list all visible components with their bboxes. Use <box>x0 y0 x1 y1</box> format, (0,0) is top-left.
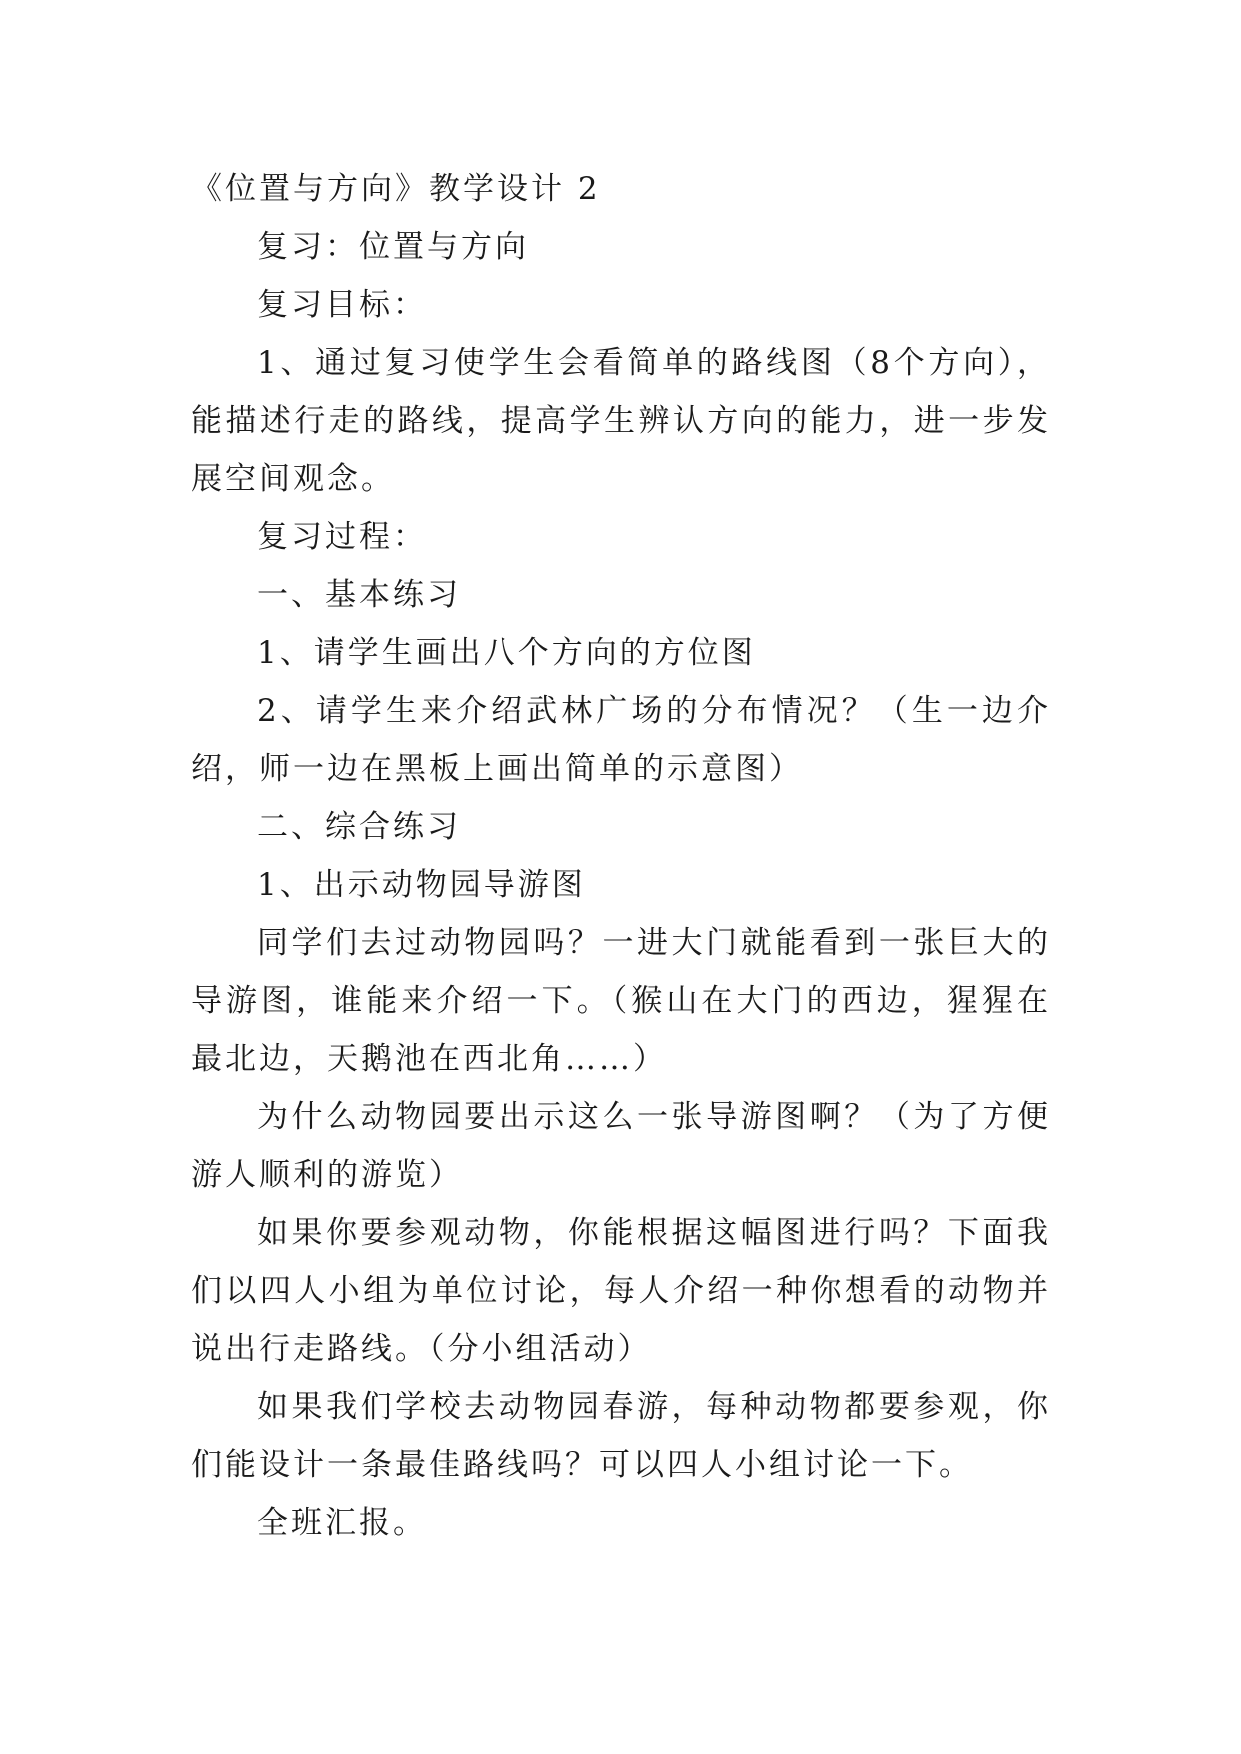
paragraph: 1、出示动物园导游图 <box>257 867 586 903</box>
paragraph: 如果我们学校去动物园春游，每种动物都要参观，你们能设计一条最佳路线吗？可以四人小组讨论一下。 <box>191 1389 1051 1483</box>
paragraph: 如果你要参观动物，你能根据这幅图进行吗？下面我们以四人小组为单位讨论，每人介绍一种你想看的动物并说出行走路线。（分小组活动） <box>191 1215 1051 1367</box>
paragraph: 一、基本练习 <box>257 577 461 613</box>
paragraph: 同学们去过动物园吗？一进大门就能看到一张巨大的导游图，谁能来介绍一下。（猴山在大门的西边，猩猩在最北边，天鹅池在西北角……） <box>191 925 1051 1077</box>
paragraph: 全班汇报。 <box>257 1505 427 1541</box>
paragraph: 1、通过复习使学生会看简单的路线图（8个方向），能描述行走的路线，提高学生辨认方向的能力，进一步发展空间观念。 <box>191 345 1051 497</box>
paragraph: 二、综合练习 <box>257 809 461 845</box>
document-body <box>191 160 1051 1552</box>
paragraph: 复习过程： <box>257 519 427 555</box>
paragraph: 2、请学生来介绍武林广场的分布情况？（生一边介绍，师一边在黑板上画出简单的示意图） <box>191 693 1051 787</box>
paragraph: 复习：位置与方向 <box>257 229 529 265</box>
document-title: 《位置与方向》教学设计 2 <box>191 171 601 207</box>
paragraph: 复习目标： <box>257 287 427 323</box>
paragraph: 1、请学生画出八个方向的方位图 <box>257 635 756 671</box>
paragraph: 为什么动物园要出示这么一张导游图啊？（为了方便游人顺利的游览） <box>191 1099 1051 1193</box>
